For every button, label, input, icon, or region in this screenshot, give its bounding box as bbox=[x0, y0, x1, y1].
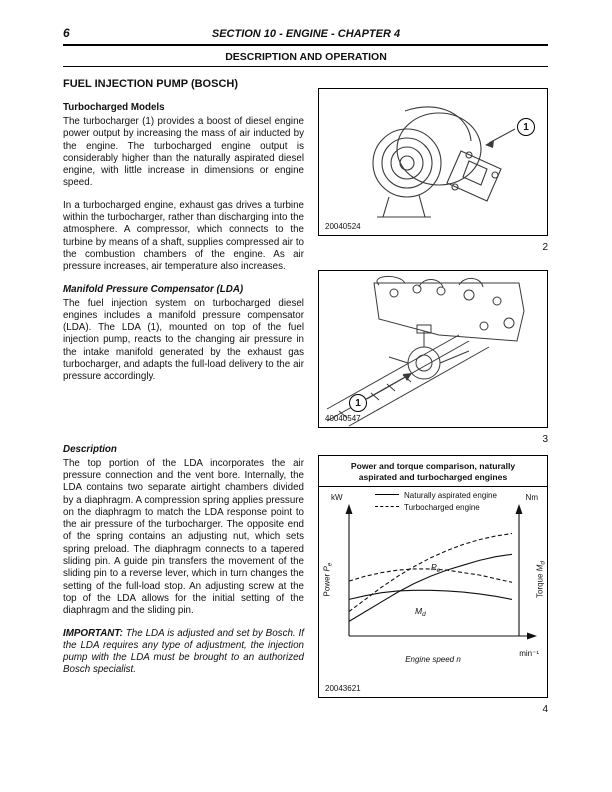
chart-title-rule bbox=[319, 486, 547, 487]
figure-code: 20040524 bbox=[325, 222, 361, 231]
y-axis-label-torque: Torque $M_d$ bbox=[535, 561, 547, 598]
figure-code: 20043621 bbox=[325, 684, 361, 693]
heading-manifold-pressure-compensator: Manifold Pressure Compensator (LDA) bbox=[63, 283, 244, 295]
heading-description: Description bbox=[63, 443, 117, 455]
x-axis-label: Engine speed n bbox=[405, 655, 461, 664]
solid-line-sample bbox=[375, 494, 399, 495]
title-rule bbox=[63, 66, 548, 67]
section-header: SECTION 10 - ENGINE - CHAPTER 4 bbox=[211, 28, 401, 40]
figure-number-2: 2 bbox=[542, 242, 548, 253]
important-label: IMPORTANT: bbox=[63, 627, 123, 639]
turbocharger-illustration bbox=[319, 89, 547, 235]
legend-item-naturally-aspirated bbox=[375, 491, 497, 500]
chart-title-line1: Power and torque comparison, naturally bbox=[350, 461, 516, 471]
figure-lda-engine bbox=[318, 270, 548, 428]
header-rule bbox=[63, 44, 548, 46]
paragraph-lda-description: The top portion of the LDA incorporates the air pressure connection and the vent bore. Internally, the LDA contains two separate airtight chambers divided by a diaphragm. A compression spring applies pressure on the diaphragm to match the LDA response point to the air pressure of the turbocharger. The opposite end of the spring contains an adjusting nut, which sets spring preload. The diaphragm connects to a tapered sliding pin. A guide pin transfers the movement of the sliding pin to a reverse lever, which in turn changes the setting of the full-load stop. An adjusting screw at the top of the LDA allows for the initial setting of the diaphragm and the sliding pin. bbox=[63, 457, 304, 617]
figure-power-torque-chart bbox=[318, 455, 548, 698]
text-column bbox=[63, 78, 304, 687]
heading-fuel-injection-pump: FUEL INJECTION PUMP (BOSCH) bbox=[63, 78, 238, 90]
page-number-top: 6 bbox=[63, 26, 70, 40]
callout-1: 1 bbox=[517, 118, 535, 136]
unit-kw-label: kW bbox=[331, 493, 343, 502]
legend-label: Naturally aspirated engine bbox=[404, 491, 497, 500]
legend-label: Turbocharged engine bbox=[404, 503, 480, 512]
page-title: DESCRIPTION AND OPERATION bbox=[225, 51, 387, 63]
chart-plot bbox=[319, 502, 547, 662]
x-axis-unit: min⁻¹ bbox=[519, 649, 539, 658]
figure-code: 40040547 bbox=[325, 414, 361, 423]
curve-label-md: $M_d$ bbox=[415, 606, 426, 618]
important-text: The LDA is adjusted and set by Bosch. If the LDA requires any type of adjustment, the injection pump with the LDA must be brought to an authorized Bosch specialist. bbox=[63, 627, 304, 676]
chart-title bbox=[319, 461, 547, 482]
figure-turbocharger bbox=[318, 88, 548, 236]
paragraph-turbocharger: The turbocharger (1) provides a boost of diesel engine power output by increasing the mass of air inducted by the engine. The turbocharged engine output is considerably higher than the naturally aspirated diesel engine, with little increase in dimensions or engine speed. bbox=[63, 116, 304, 189]
important-note bbox=[63, 628, 304, 677]
paragraph-exhaust-gas: In a turbocharged engine, exhaust gas drives a turbine within the turbocharger, rather than discharging into the atmosphere. A compressor, which connects to the turbine by means of a shaft, supplies compressed air to the combustion chambers of the engine. As air pressure increases, air temperature also increases. bbox=[63, 199, 304, 273]
paragraph-lda: The fuel injection system on turbocharged diesel engines includes a manifold pressure compensator (LDA). The LDA (1), mounted on top of the fuel injection pump, reacts to the changing air pressure in the intake manifold generated by the exhaust gas turbocharger, and adapts the full-load delivery to the air pressure accordingly. bbox=[63, 297, 304, 383]
figure-number-3: 3 bbox=[542, 434, 548, 445]
y-axis-label-power: Power $P_e$ bbox=[322, 562, 334, 597]
callout-1: 1 bbox=[349, 394, 367, 412]
heading-turbocharged-models: Turbocharged Models bbox=[63, 102, 165, 113]
unit-nm-label: Nm bbox=[525, 493, 538, 502]
chart-title-line2: aspirated and turbocharged engines bbox=[358, 471, 508, 482]
curve-label-pe: $P_e$ bbox=[431, 562, 441, 574]
figure-number-4: 4 bbox=[542, 704, 548, 715]
